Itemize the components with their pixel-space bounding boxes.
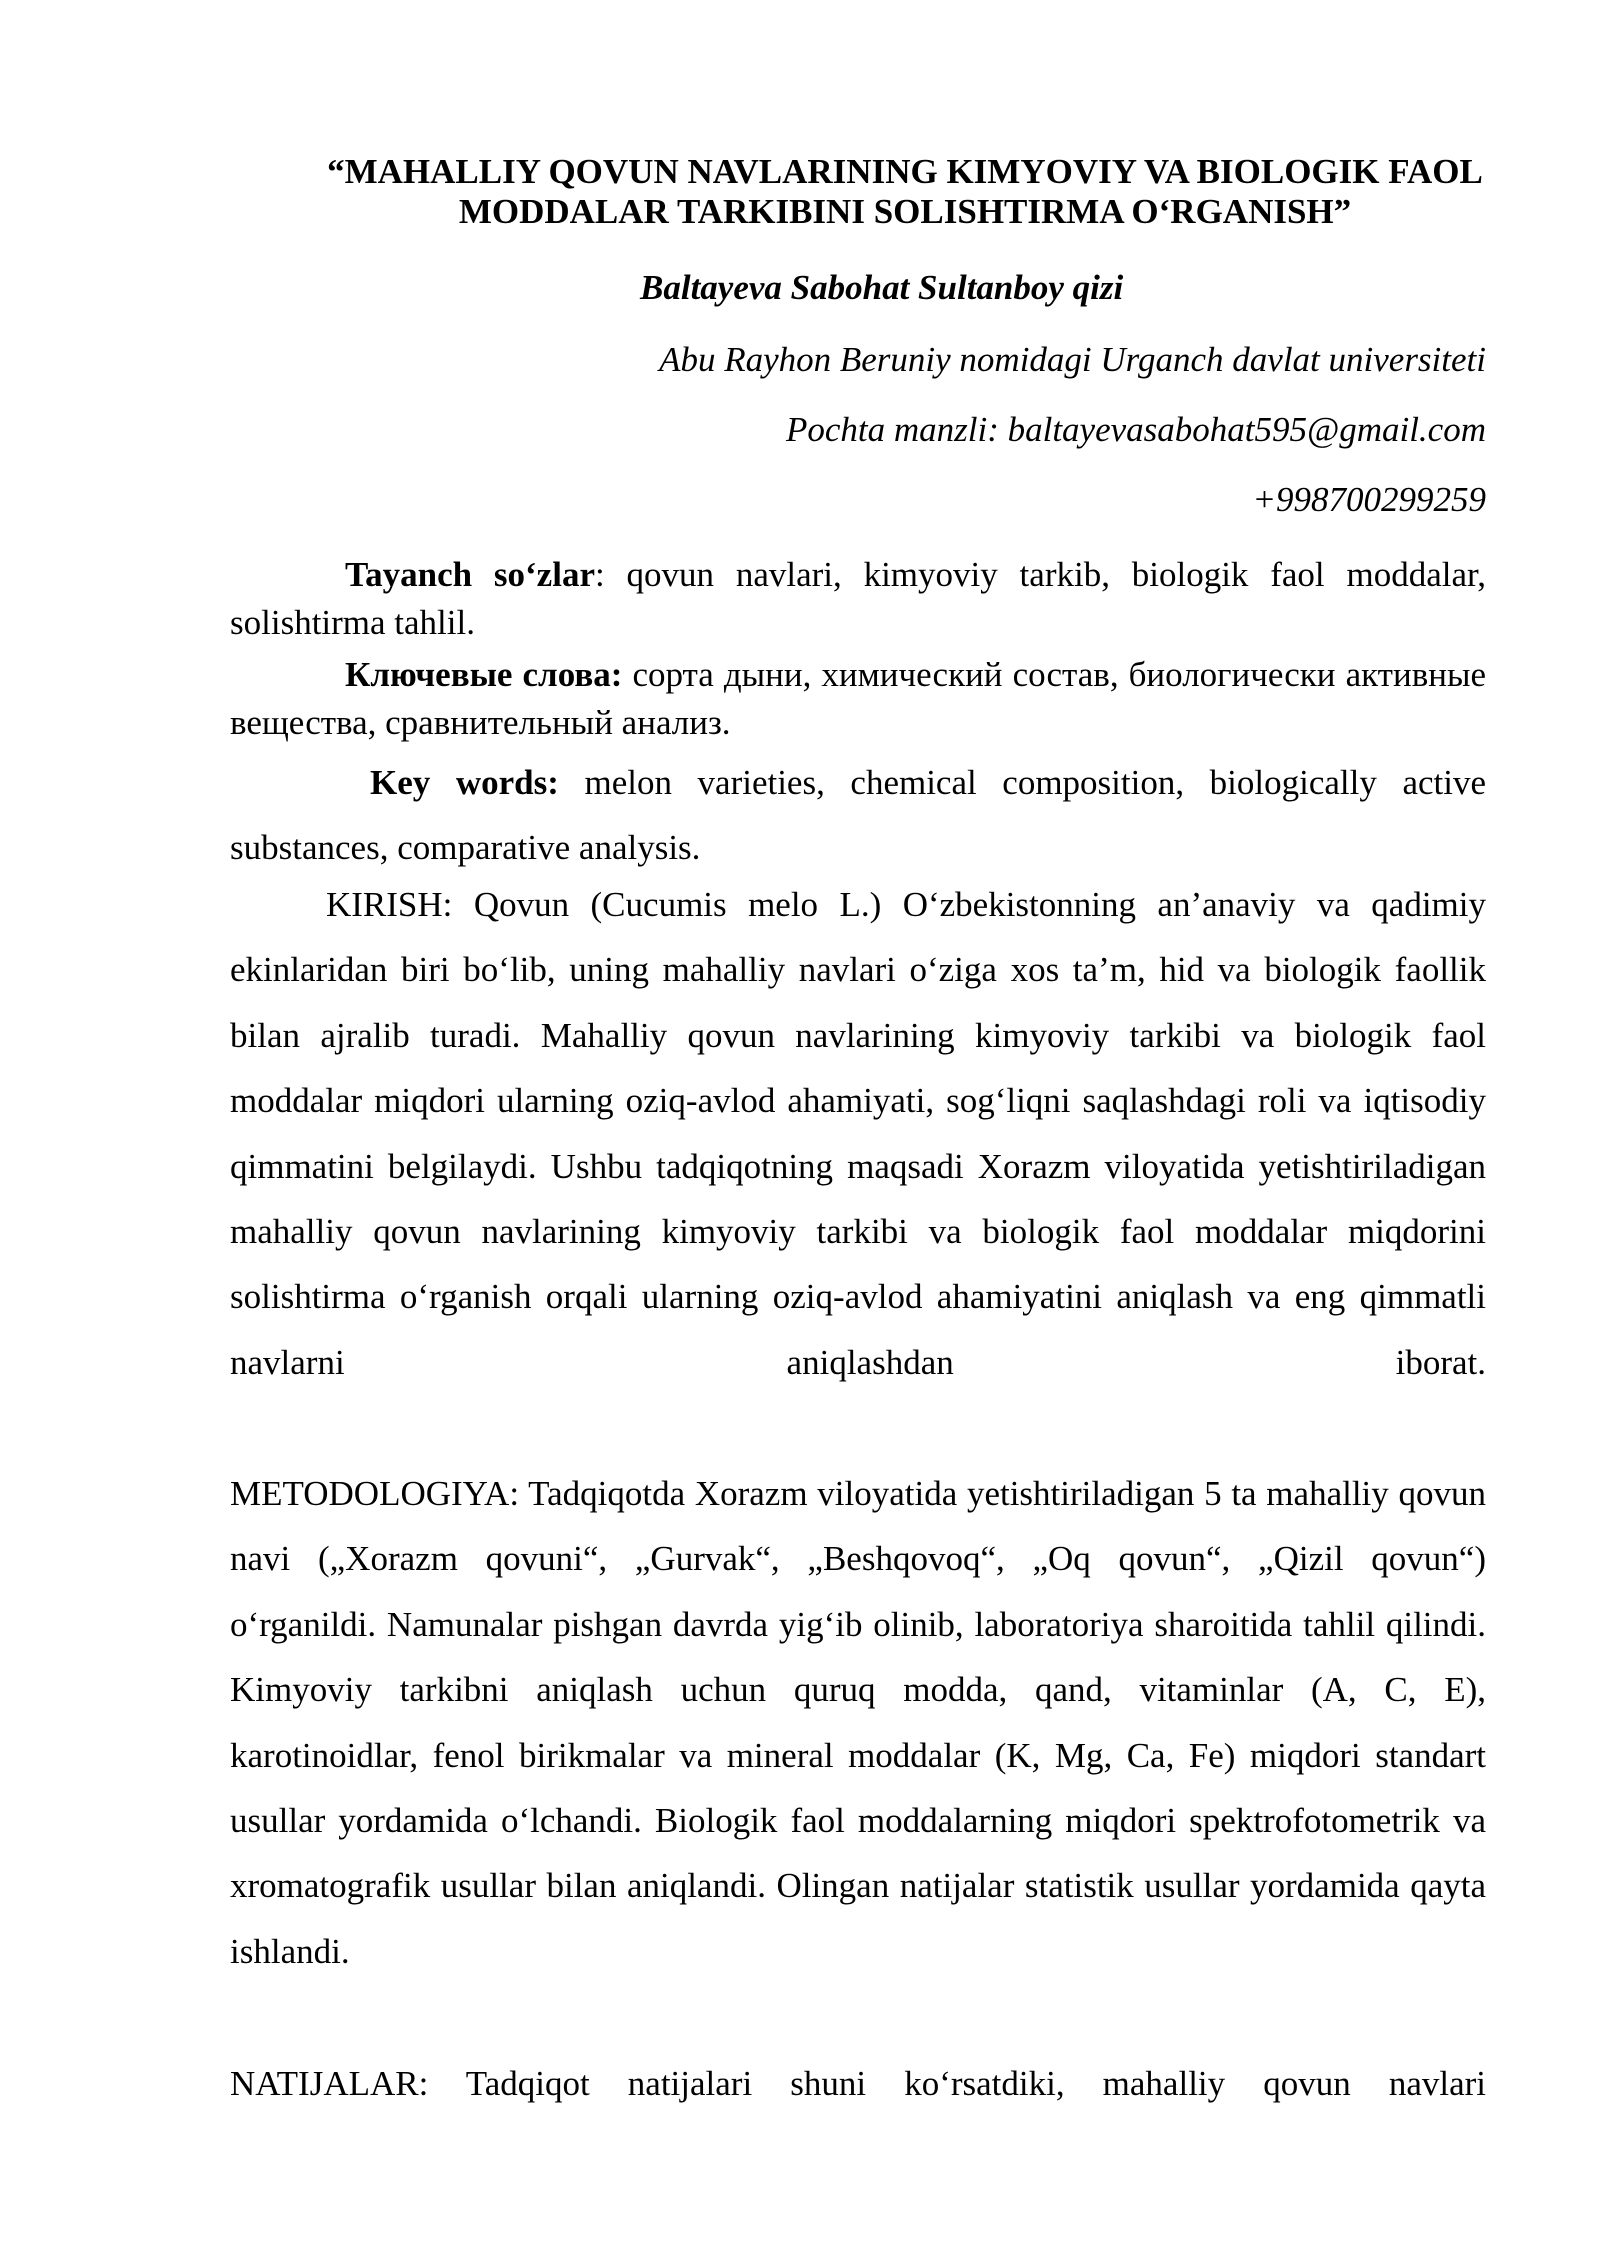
keywords-ru-text: сорта дыни, химический состав, биологически активные вещества, сравнительный анализ. [230,655,1486,742]
keywords-uz-text: : qovun navlari, kimyoviy tarkib, biologik faol moddalar, solishtirma tahlil. [230,555,1486,642]
paper-title: “MAHALLIY QOVUN NAVLARINING KIMYOVIY VA BIOLOGIK FAOL MODDALAR TARKIBINI SOLISHTIRMA O‘RGANISH” [327,152,1483,231]
keywords-ru-label: Ключевые слова: [345,655,623,694]
results-paragraph: NATIJALAR: Tadqiqot natijalari shuni ko‘rsatdiki, mahalliy qovun navlari [230,2064,1486,2103]
keywords-en-label: Key words: [370,763,559,802]
keywords-ru [230,651,1486,747]
phone-number: +998700299259 [1252,480,1486,519]
methodology-paragraph: METODOLOGIYA: Tadqiqotda Xorazm viloyatida yetishtiriladigan 5 ta mahalliy qovun navi („Xorazm qovuni“, „Gurvak“, „Beshqovoq“, „Oq qovun“, „Qizil qovun“) o‘rganildi. Namunalar pishgan davrda yig‘ib olinib, laboratoriya sharoitida tahlil qilindi. Kimyoviy tarkibni aniqlash uchun quruq modda, qand, vitaminlar (A, C, E), karotinoidlar, fenol birikmalar va mineral moddalar (K, Mg, Ca, Fe) miqdori standart usullar yordamida o‘lchandi. Biologik faol moddalarning miqdori spektrofotometrik va xromatografik usullar bilan aniqlandi. Olingan natijalar statistik usullar yordamida qayta ishlandi. [230,1474,1486,1971]
email-line: Pochta manzli: baltayevasabohat595@gmail.com [785,410,1486,449]
keywords-en-text: melon varieties, chemical composition, biologically active substances, comparative analysis. [230,763,1486,867]
keywords-uz-label: Tayanch so‘zlar [345,555,595,594]
affiliation: Abu Rayhon Beruniy nomidagi Urganch davlat universiteti [659,340,1486,379]
keywords-uz [230,551,1486,647]
introduction-paragraph: KIRISH: Qovun (Cucumis melo L.) O‘zbekistonning an’anaviy va qadimiy ekinlaridan biri bo‘lib, uning mahalliy navlari o‘ziga xos ta’m, hid va biologik faollik bilan ajralib turadi. Mahalliy qovun navlarining kimyoviy tarkibi va biologik faol moddalar miqdori ularning oziq-avlod ahamiyati, sog‘liqni saqlashdagi roli va iqtisodiy qimmatini belgilaydi. Ushbu tadqiqotning maqsadi Xorazm viloyatida yetishtiriladigan mahalliy qovun navlarining kimyoviy tarkibi va biologik faol moddalar miqdorini solishtirma o‘rganish orqali ularning oziq-avlod ahamiyatini aniqlash va eng qimmatli navlarni aniqlashdan iborat. [230,885,1486,1382]
keywords-en [230,750,1486,880]
author-name: Baltayeva Sabohat Sultanboy qizi [640,268,1124,307]
